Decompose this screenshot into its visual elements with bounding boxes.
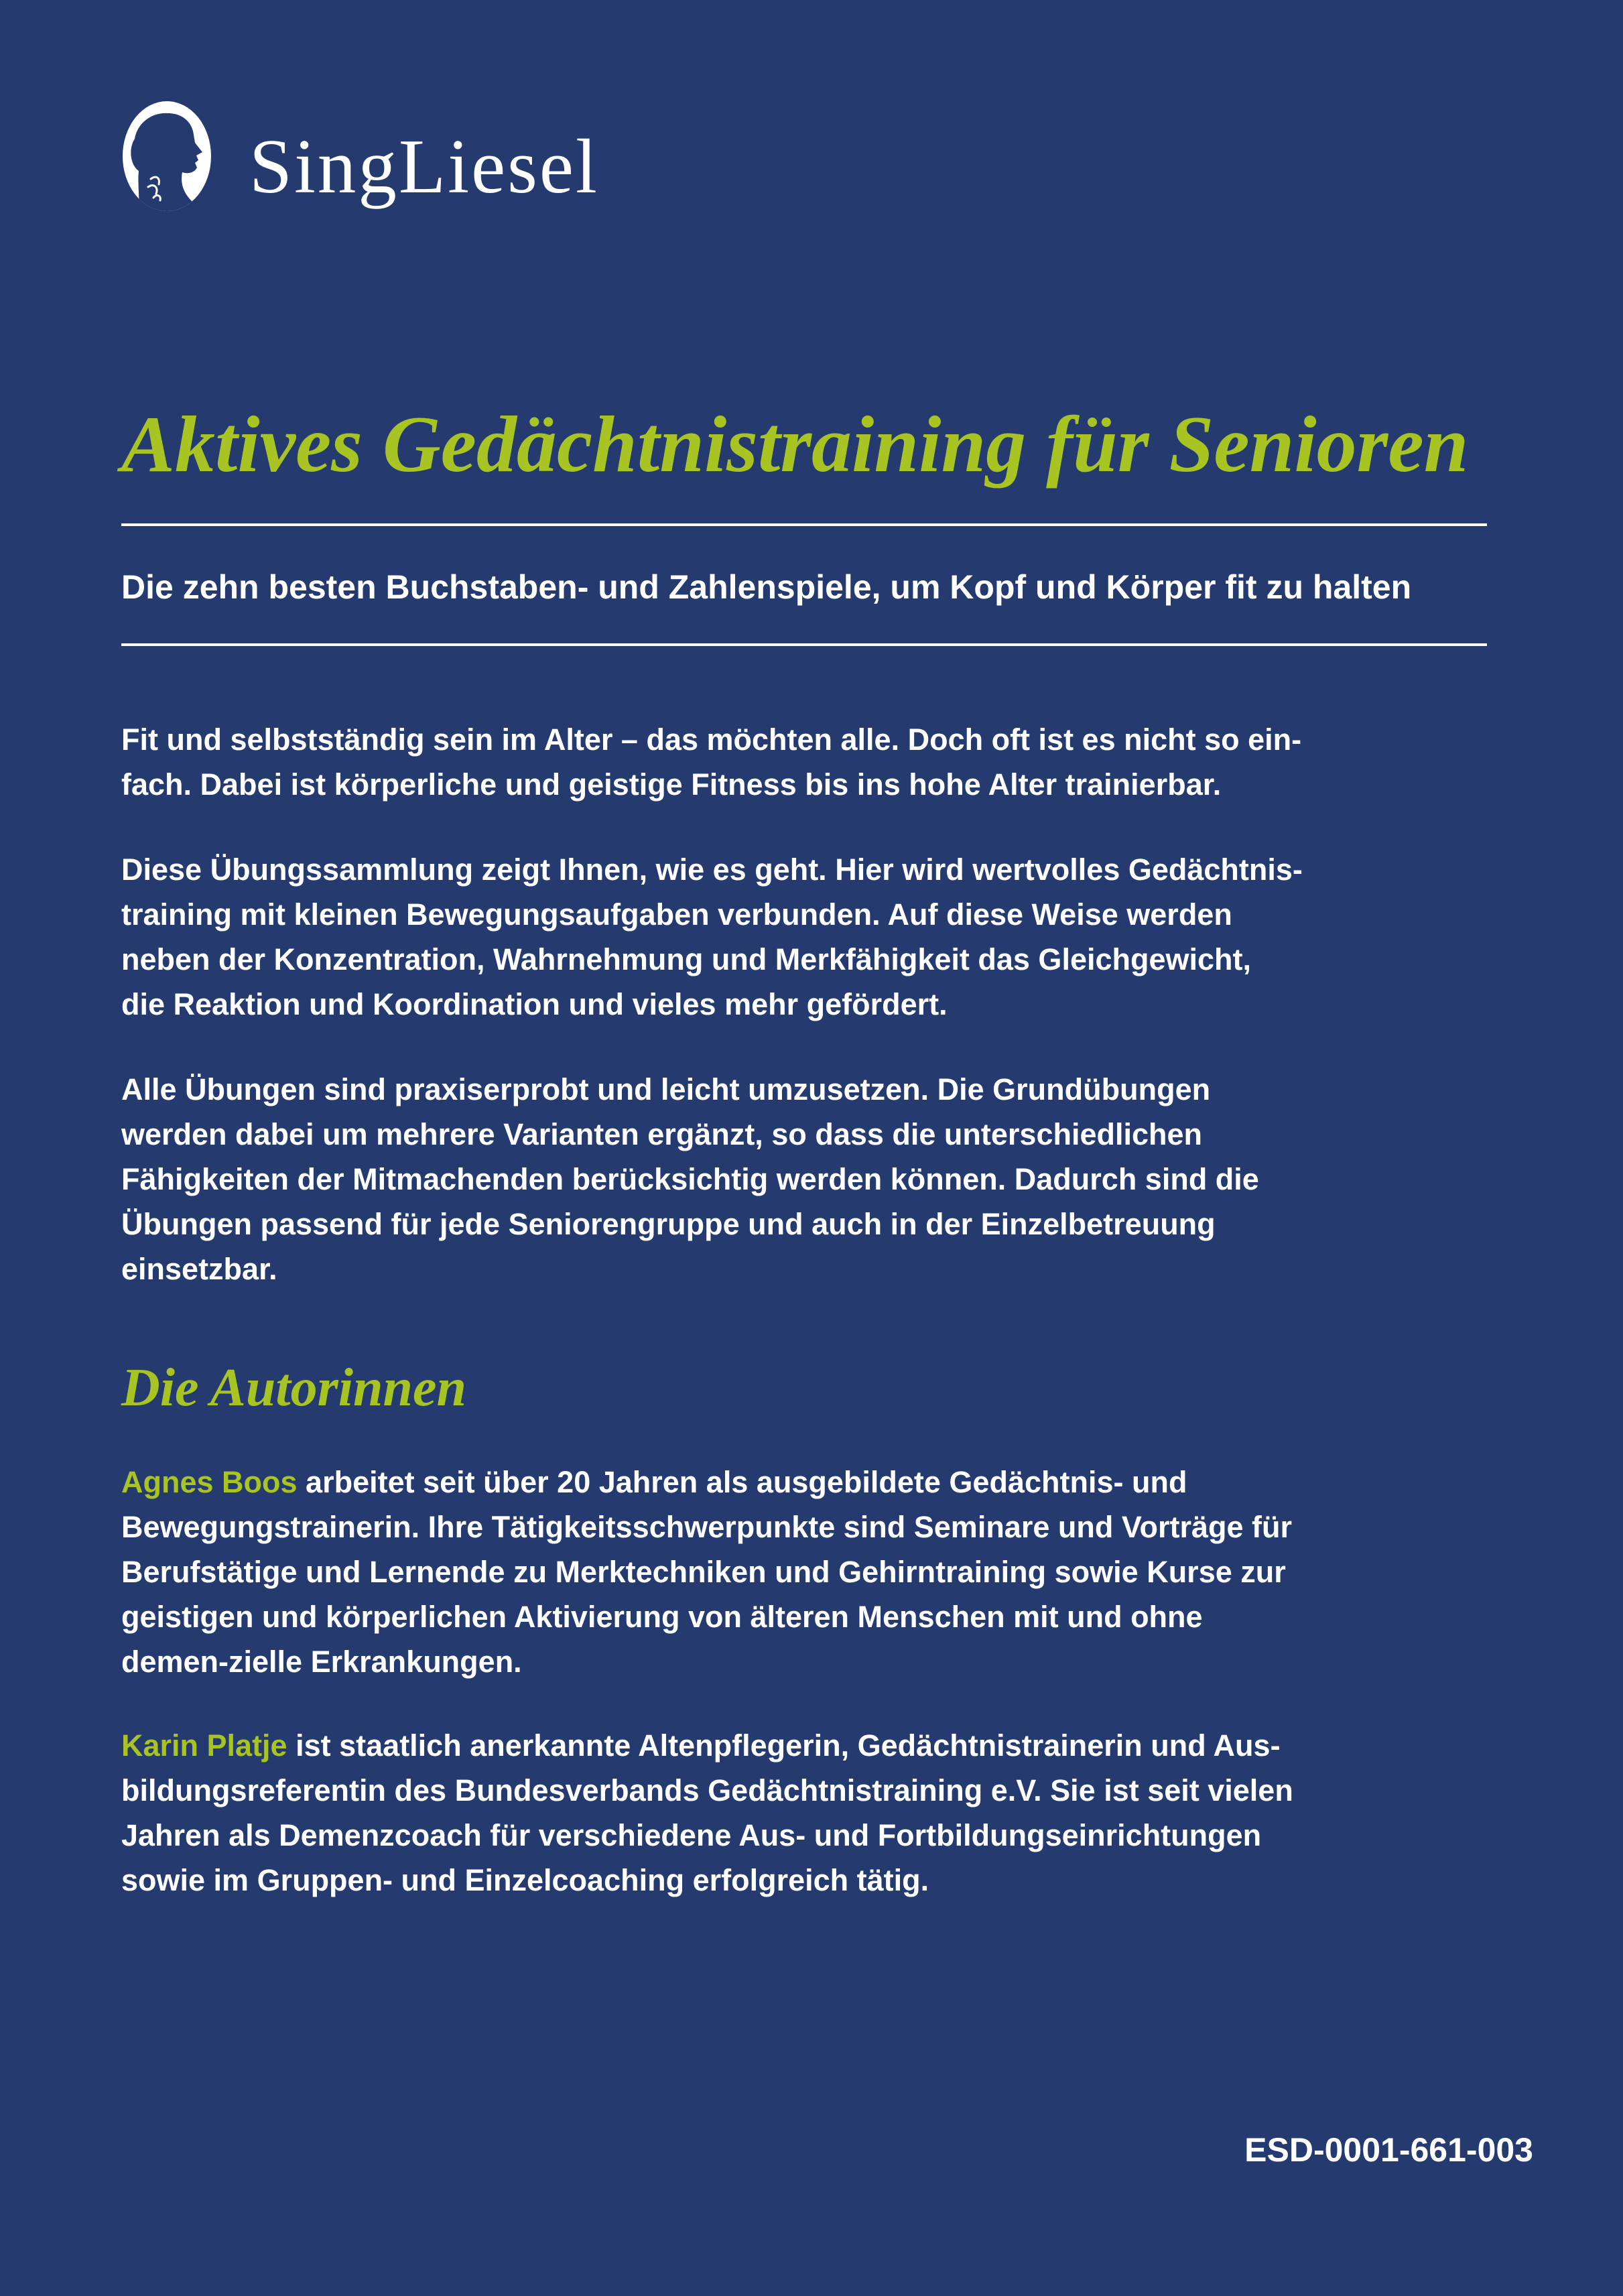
text-line [121, 1723, 1529, 1768]
text-line: Jahren als Demenzcoach für verschiedene Aus- und Fortbildungseinrichtungen [121, 1818, 1262, 1852]
text-line: die Reaktion und Koordination und vieles mehr gefördert. [121, 987, 948, 1021]
author-bio [121, 1723, 1529, 1903]
text-line: bildungsreferentin des Bundesverbands Gedächtnistraining e.V. Sie ist seit vielen [121, 1773, 1293, 1807]
text-line: Berufstätige und Lernende zu Merktechniken und Gehirntraining sowie Kurse zur [121, 1555, 1286, 1589]
text-line: neben der Konzentration, Wahrnehmung und Merkfähigkeit das Gleichgewicht, [121, 942, 1252, 976]
brand-name: SingLiesel [249, 124, 599, 209]
text-line: werden dabei um mehrere Varianten ergänzt, so dass die unterschiedlichen [121, 1117, 1203, 1151]
text-line: fach. Dabei ist körperliche und geistige Fitness bis ins hohe Alter trainierbar. [121, 767, 1222, 802]
product-code: ESD-0001-661-003 [1244, 2131, 1533, 2169]
text-line: Fähigkeiten der Mitmachenden berücksichtig werden können. Dadurch sind die [121, 1162, 1259, 1196]
text-line: einsetzbar. [121, 1252, 277, 1286]
description-paragraph [121, 847, 1529, 1027]
author-bio-text: ist staatlich anerkannte Altenpflegerin, Gedächtnistrainerin und Aus- [296, 1728, 1281, 1763]
book-title: Aktives Gedächtnistraining für Senioren [121, 399, 1469, 489]
text-line: Übungen passend für jede Seniorengruppe und auch in der Einzelbetreuung [121, 1207, 1216, 1241]
cameo-silhouette-icon [121, 100, 212, 212]
book-subtitle: Die zehn besten Buchstaben- und Zahlenspiele, um Kopf und Körper fit zu halten [121, 568, 1412, 606]
author-bio-text: arbeitet seit über 20 Jahren als ausgebildete Gedächtnis- und [306, 1465, 1187, 1499]
divider-bottom [121, 643, 1487, 646]
text-line: Bewegungstrainerin. Ihre Tätigkeitsschwerpunkte sind Seminare und Vorträge für [121, 1510, 1293, 1544]
author-name: Karin Platje [121, 1728, 287, 1763]
description-paragraph [121, 1067, 1529, 1291]
author-name: Agnes Boos [121, 1465, 298, 1499]
divider-top [121, 523, 1487, 526]
text-line: Fit und selbstständig sein im Alter – das möchten alle. Doch oft ist es nicht so ein- [121, 722, 1302, 757]
text-line: Alle Übungen sind praxiserprobt und leicht umzusetzen. Die Grundübungen [121, 1072, 1211, 1106]
text-line: geistigen und körperlichen Aktivierung von älteren Menschen mit und ohne [121, 1600, 1203, 1634]
text-line: Diese Übungssammlung zeigt Ihnen, wie es geht. Hier wird wertvolles Gedächtnis- [121, 852, 1303, 887]
description-paragraph [121, 717, 1529, 807]
text-line: training mit kleinen Bewegungsaufgaben verbunden. Auf diese Weise werden [121, 897, 1232, 932]
text-line: demen-zielle Erkrankungen. [121, 1645, 522, 1679]
author-bio [121, 1460, 1529, 1684]
authors-heading: Die Autorinnen [121, 1358, 466, 1417]
text-line [121, 1460, 1529, 1505]
text-line: sowie im Gruppen- und Einzelcoaching erfolgreich tätig. [121, 1863, 929, 1897]
